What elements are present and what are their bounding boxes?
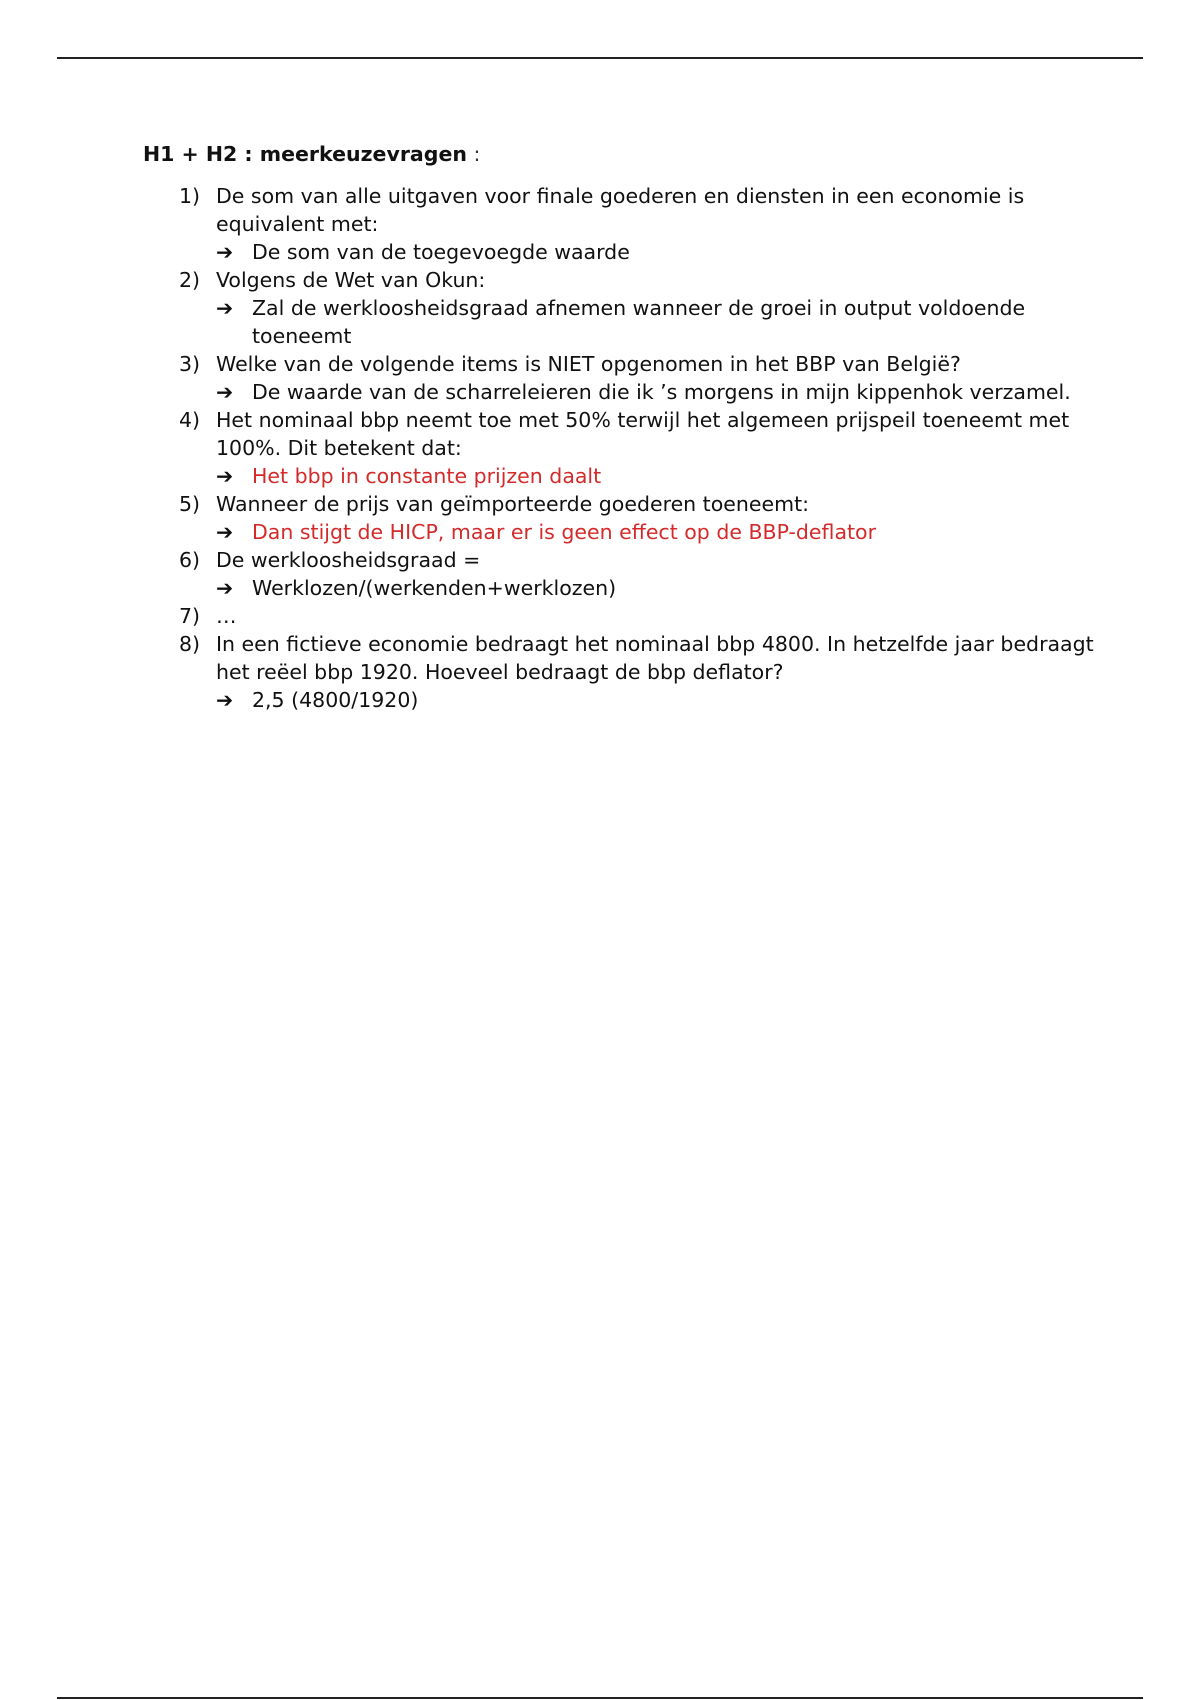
arrow-right-icon: ➔: [216, 240, 234, 264]
arrow-right-icon: ➔: [216, 576, 234, 600]
question-text: In een fictieve economie bedraagt het nominaal bbp 4800. In hetzelfde jaar bedraagt het reëel bbp 1920. Hoeveel bedraagt de bbp deflator?: [216, 632, 1094, 684]
question-number: 5): [179, 492, 201, 516]
document-body: [143, 140, 1103, 714]
question-item: [143, 490, 1103, 546]
question-number: 6): [179, 548, 201, 572]
answer-highlighted: [216, 518, 1103, 546]
answer-highlighted: [216, 462, 1103, 490]
question-number: 4): [179, 408, 201, 432]
answer: [216, 574, 1103, 602]
arrow-right-icon: ➔: [216, 296, 234, 320]
question-number: 1): [179, 184, 201, 208]
question-item: [143, 546, 1103, 602]
question-number: 3): [179, 352, 201, 376]
answer-text: De waarde van de scharreleieren die ik ’s morgens in mijn kippenhok verzamel.: [252, 380, 1071, 404]
answer-text: Zal de werkloosheidsgraad afnemen wanneer de groei in output voldoende toeneemt: [252, 296, 1026, 348]
arrow-right-icon: ➔: [216, 380, 234, 404]
answer: [216, 686, 1103, 714]
arrow-right-icon: ➔: [216, 688, 234, 712]
question-number: 7): [179, 604, 201, 628]
question-number: 8): [179, 632, 201, 656]
question-text: Wanneer de prijs van geïmporteerde goederen toeneemt:: [216, 492, 810, 516]
question-list: [143, 182, 1103, 714]
section-heading: [143, 140, 1103, 168]
question-number: 2): [179, 268, 201, 292]
question-item: [143, 350, 1103, 406]
section-heading-suffix: :: [466, 142, 481, 166]
question-text: …: [216, 604, 237, 628]
top-rule: [57, 57, 1143, 59]
answer: [216, 378, 1103, 406]
answer-text: Dan stijgt de HICP, maar er is geen effect op de BBP-deflator: [252, 520, 877, 544]
answer-text: Het bbp in constante prijzen daalt: [252, 464, 602, 488]
answer: [216, 294, 1103, 350]
question-item: [143, 602, 1103, 630]
answer-text: Werklozen/(werkenden+werklozen): [252, 576, 617, 600]
question-item: [143, 630, 1103, 714]
bottom-rule: [57, 1697, 1143, 1699]
answer: [216, 238, 1103, 266]
question-text: Welke van de volgende items is NIET opgenomen in het BBP van België?: [216, 352, 961, 376]
question-text: De werkloosheidsgraad =: [216, 548, 481, 572]
question-item: [143, 182, 1103, 266]
question-text: Het nominaal bbp neemt toe met 50% terwijl het algemeen prijspeil toeneemt met 100%. Dit betekent dat:: [216, 408, 1070, 460]
section-heading-title: H1 + H2 : meerkeuzevragen: [143, 142, 467, 166]
answer-text: De som van de toegevoegde waarde: [252, 240, 630, 264]
question-text: De som van alle uitgaven voor finale goederen en diensten in een economie is equivalent met:: [216, 184, 1025, 236]
question-text: Volgens de Wet van Okun:: [216, 268, 486, 292]
answer-text: 2,5 (4800/1920): [252, 688, 419, 712]
question-item: [143, 406, 1103, 490]
arrow-right-icon: ➔: [216, 464, 234, 488]
question-item: [143, 266, 1103, 350]
arrow-right-icon: ➔: [216, 520, 234, 544]
